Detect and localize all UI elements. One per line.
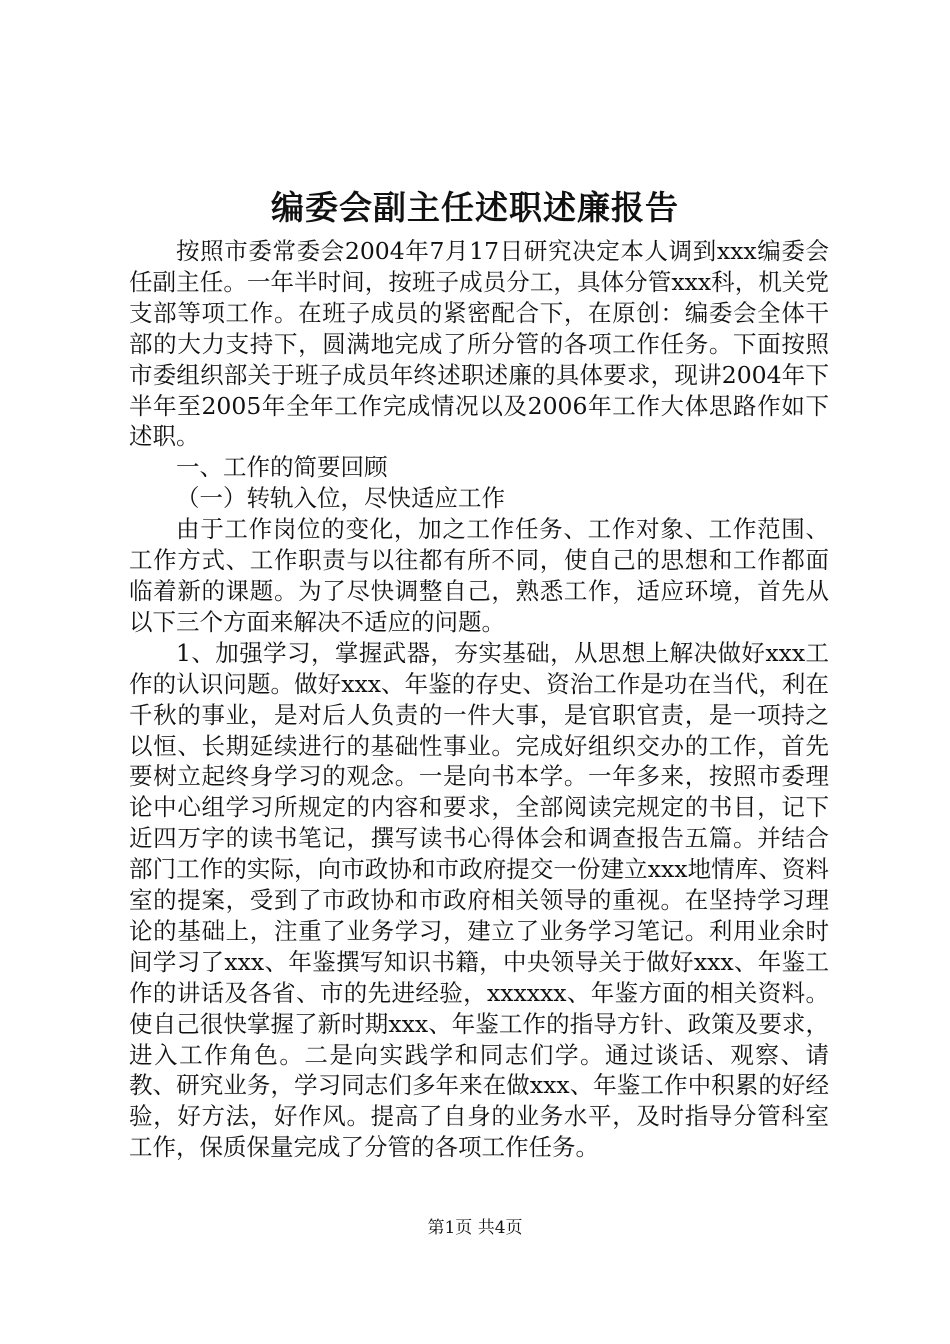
page-number-footer: 第1页 共4页 (427, 1218, 523, 1238)
document-title: 编委会副主任述职述廉报告 (271, 188, 679, 227)
paragraph-intro: 按照市委常委会2004年7月17日研究决定本人调到xxx编委会任副主任。一年半时间，按班子成员分工，具体分管xxx科，机关党支部等项工作。在班子成员的紧密配合下，在原创：编委会全体干部的大力支持下，圆满地完成了所分管的各项工作任务。下面按照市委组织部关于班子成员年终述职述廉的具体要求，现讲2004年下半年至2005年全年工作完成情况以及2006年工作大体思路作如下述职。 (129, 237, 829, 451)
document-body (129, 236, 829, 1163)
subsection-heading: （一）转轨入位，尽快适应工作 (176, 484, 505, 513)
section-heading: 一、工作的简要回顾 (176, 453, 388, 482)
paragraph-study: 1、加强学习，掌握武器，夯实基础，从思想上解决做好xxx工作的认识问题。做好xxx、年鉴的存史、资治工作是功在当代，利在千秋的事业，是对后人负责的一件大事，是官职官责，是一项持之以恒、长期延续进行的基础性事业。完成好组织交办的工作，首先要树立起终身学习的观念。一是向书本学。一年多来，按照市委理论中心组学习所规定的内容和要求，全部阅读完规定的书目，记下近四万字的读书笔记，撰写读书心得体会和调查报告五篇。并结合部门工作的实际，向市政协和市政府提交一份建立xxx地情库、资料室的提案，受到了市政协和市政府相关领导的重视。在坚持学习理论的基础上，注重了业务学习，建立了业务学习笔记。利用业余时间学习了xxx、年鉴撰写知识书籍，中央领导关于做好xxx、年鉴工作的讲话及各省、市的先进经验，xxxxxx、年鉴方面的相关资料。使自己很快掌握了新时期xxx、年鉴工作的指导方针、政策及要求，进入工作角色。二是向实践学和同志们学。通过谈话、观察、请教、研究业务，学习同志们多年来在做xxx、年鉴工作中积累的好经验，好方法，好作风。提高了自身的业务水平，及时指导分管科室工作，保质保量完成了分管的各项工作任务。 (129, 638, 829, 1162)
paragraph-adaptation: 由于工作岗位的变化，加之工作任务、工作对象、工作范围、工作方式、工作职责与以往都有所不同，使自己的思想和工作都面临着新的课题。为了尽快调整自己，熟悉工作，适应环境，首先从以下三个方面来解决不适应的问题。 (129, 515, 829, 636)
